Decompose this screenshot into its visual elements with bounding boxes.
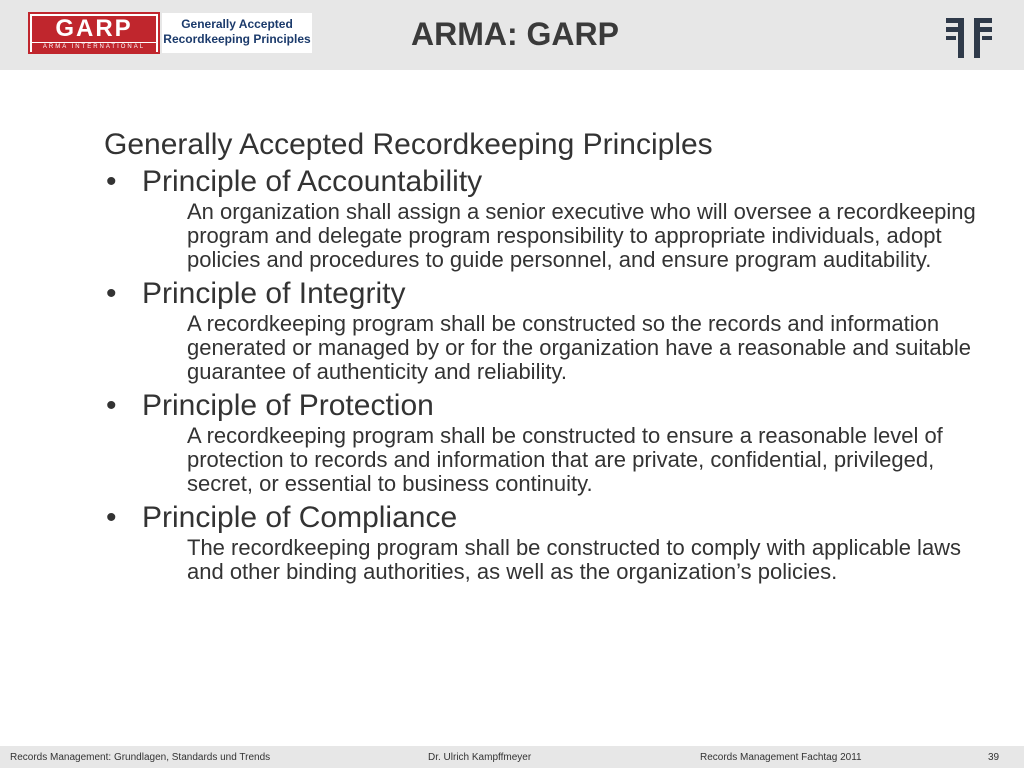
footer-author: Dr. Ulrich Kampffmeyer [428,752,532,763]
slide-content [104,126,984,588]
garp-logo-subtext: ARMA INTERNATIONAL [32,43,156,52]
footer-bar [0,746,1024,768]
principle-description: A recordkeeping program shall be constructed so the records and information generated or managed by or for the organization have a reasonable and suitable guarantee of authenticity and reliability. [187,311,971,384]
garp-tagline-line1: Generally Accepted [181,17,293,31]
principle-description: An organization shall assign a senior executive who will oversee a recordkeeping program and delegate program responsibility to appropriate individuals, adopt policies and procedures to guide personnel, and ensure program auditability. [187,199,976,272]
principle-title-text: Principle of Protection [142,389,434,422]
principle-title [104,164,984,200]
principle-accountability [104,164,984,272]
principle-title-text: Principle of Accountability [142,165,483,198]
content-heading: Generally Accepted Recordkeeping Principles [104,128,713,161]
page-number: 39 [988,752,1000,763]
bullet-marker: • [106,389,117,422]
garp-tagline [162,13,312,53]
principle-title-text: Principle of Compliance [142,501,458,534]
garp-tagline-line2: Recordkeeping Principles [163,32,311,46]
bullet-marker: • [106,165,117,198]
footer-event: Records Management Fachtag 2011 [700,752,862,763]
garp-logo [28,12,160,54]
bullet-marker: • [106,501,117,534]
principle-protection [104,388,984,496]
principle-title-text: Principle of Integrity [142,277,406,310]
principle-integrity [104,276,984,384]
principle-title [104,388,984,424]
principle-title [104,276,984,312]
principle-description: The recordkeeping program shall be constructed to comply with applicable laws and other binding authorities, as well as the organization’s policies. [187,535,962,584]
principle-compliance [104,500,984,584]
footer-course-title: Records Management: Grundlagen, Standards und Trends [10,752,271,763]
header-bar [0,0,1024,70]
principle-title [104,500,984,536]
bullet-marker: • [106,277,117,310]
garp-logo-text: GARP [32,16,156,42]
principle-description: A recordkeeping program shall be constructed to ensure a reasonable level of protection to records and information that are private, confidential, privileged, secret, or essential to business continuity. [187,423,943,496]
slide-title: ARMA: GARP [411,16,619,52]
company-logo-icon [944,16,994,58]
